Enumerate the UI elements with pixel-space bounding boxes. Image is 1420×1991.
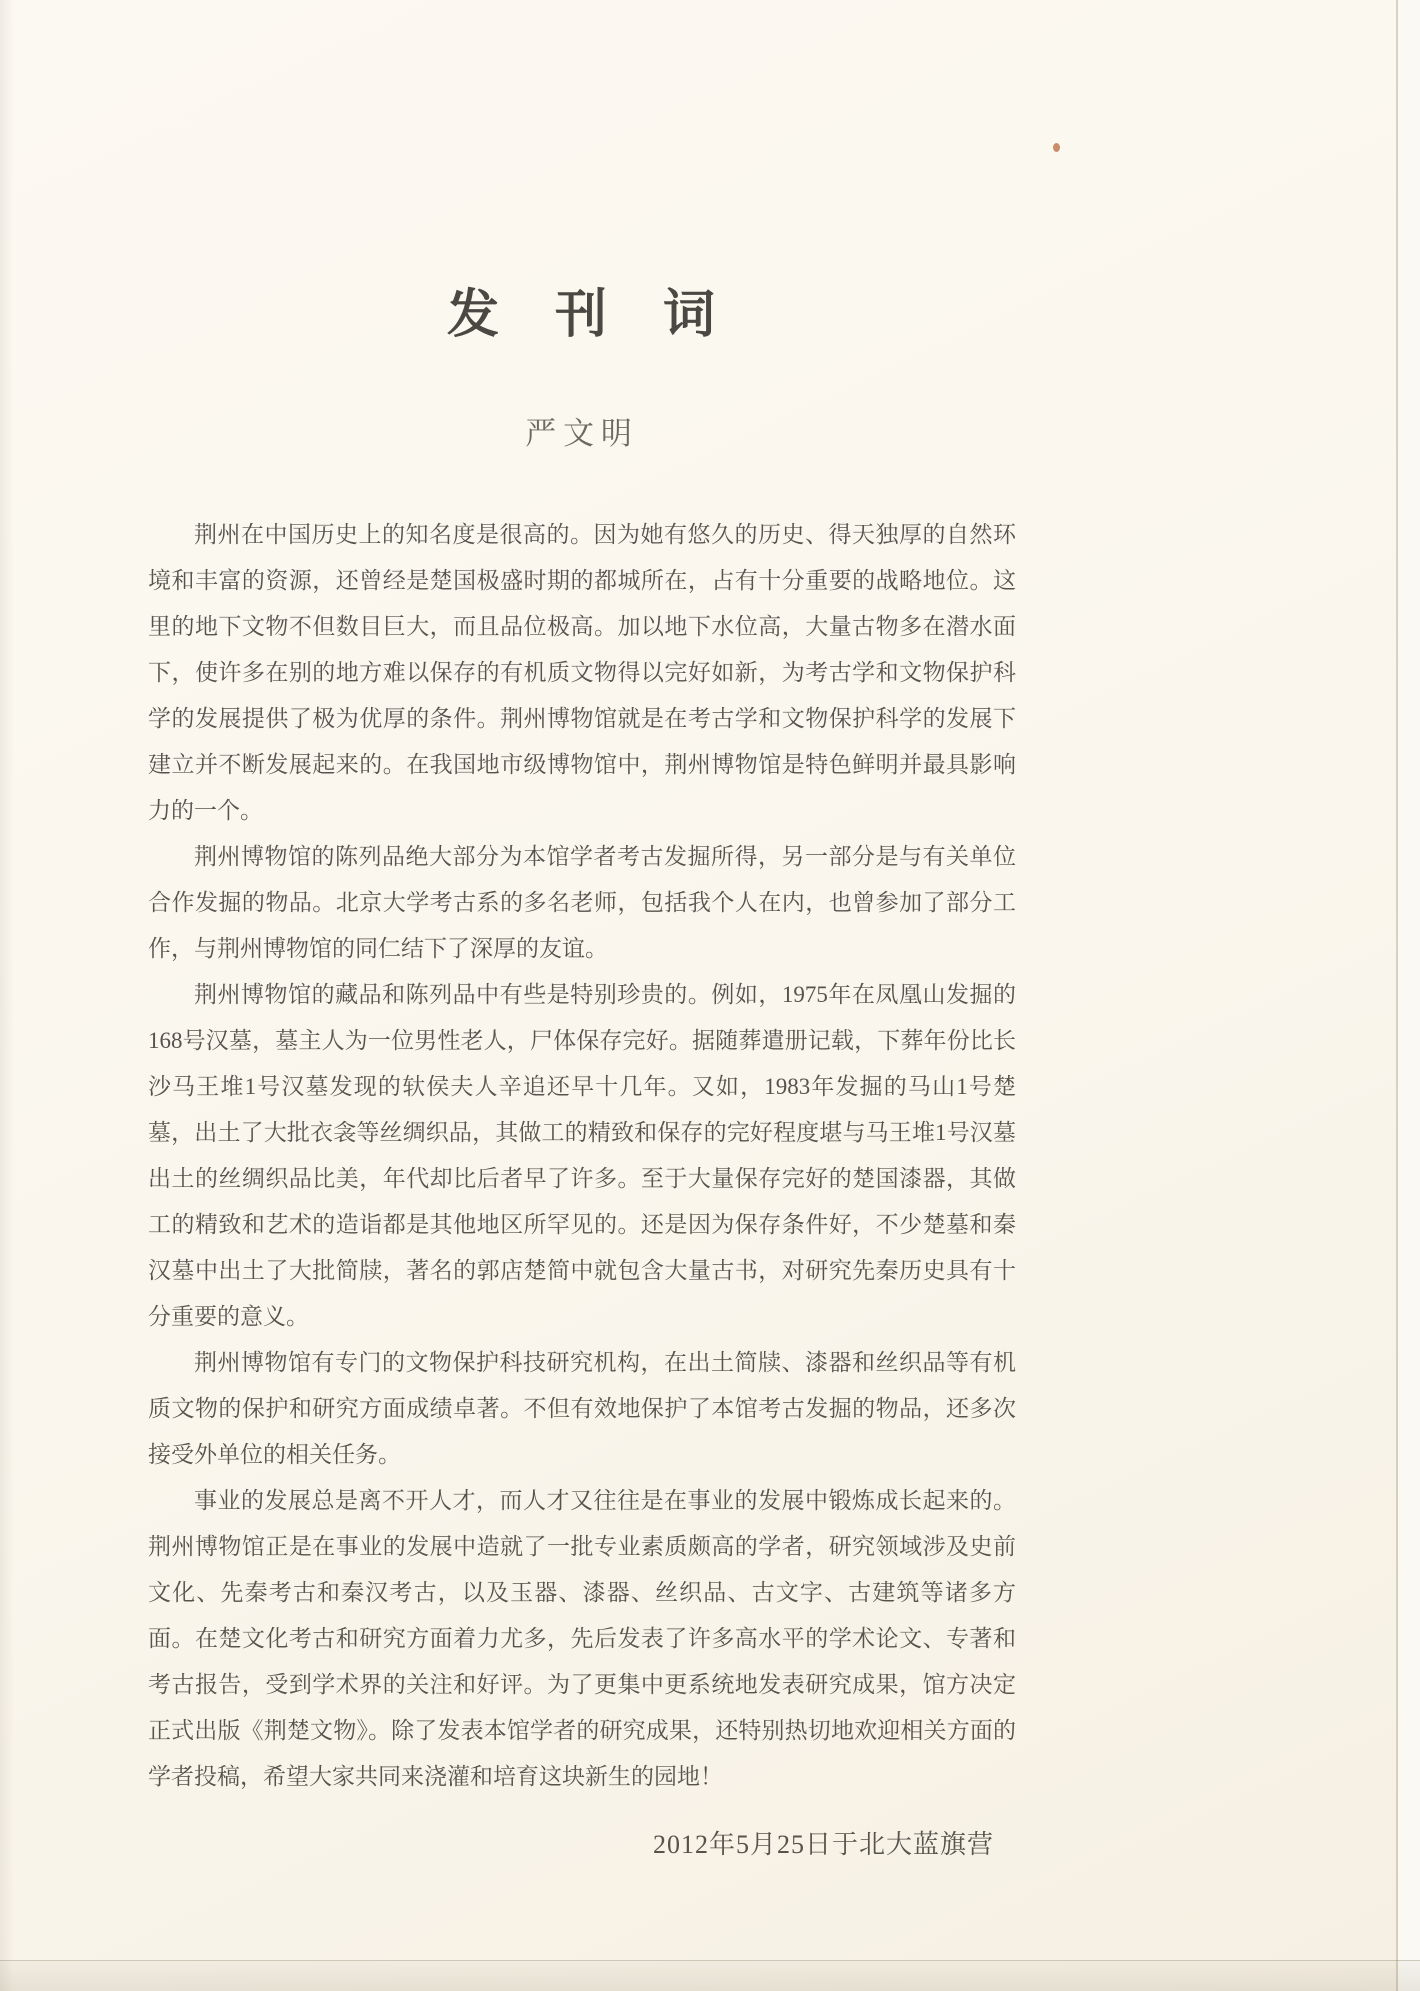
dateline: 2012年5月25日于北大蓝旗营 <box>652 1830 994 1859</box>
page-edge-left-shadow <box>0 0 14 1991</box>
paragraph-2: 荆州博物馆的陈列品绝大部分为本馆学者考古发掘所得，另一部分是与有关单位合作发掘的物品。北京大学考古系的多名老师，包括我个人在内，也曾参加了部分工作，与荆州博物馆的同仁结下了深厚的友谊。 <box>148 844 1016 961</box>
paragraph-5: 事业的发展总是离不开人才，而人才又往往是在事业的发展中锻炼成长起来的。荆州博物馆正是在事业的发展中造就了一批专业素质颇高的学者，研究领域涉及史前文化、先秦考古和秦汉考古，以及玉器、漆器、丝织品、古文字、古建筑等诸多方面。在楚文化考古和研究方面着力尤多，先后发表了许多高水平的学术论文、专著和考古报告，受到学术界的关注和好评。为了更集中更系统地发表研究成果，馆方决定正式出版《荆楚文物》。除了发表本馆学者的研究成果，还特别热切地欢迎相关方面的学者投稿，希望大家共同来浇灌和培育这块新生的园地！ <box>148 1488 1016 1789</box>
paragraph-4: 荆州博物馆有专门的文物保护科技研究机构，在出土简牍、漆器和丝织品等有机质文物的保护和研究方面成绩卓著。不但有效地保护了本馆考古发掘的物品，还多次接受外单位的相关任务。 <box>148 1350 1016 1467</box>
page-title: 发 刊 词 <box>446 287 717 344</box>
page-edge-right-strip <box>1398 0 1420 1991</box>
paragraph-3: 荆州博物馆的藏品和陈列品中有些是特别珍贵的。例如，1975年在凤凰山发掘的168号汉墓，墓主人为一位男性老人，尸体保存完好。据随葬遣册记载，下葬年份比长沙马王堆1号汉墓发现的轪侯夫人辛追还早十几年。又如，1983年发掘的马山1号楚墓，出土了大批衣衾等丝绸织品，其做工的精致和保存的完好程度堪与马王堆1号汉墓出土的丝绸织品比美，年代却比后者早了许多。至于大量保存完好的楚国漆器，其做工的精致和艺术的造诣都是其他地区所罕见的。还是因为保存条件好，不少楚墓和秦汉墓中出土了大批简牍，著名的郭店楚简中就包含大量古书，对研究先秦历史具有十分重要的意义。 <box>148 982 1016 1329</box>
paragraph-1: 荆州在中国历史上的知名度是很高的。因为她有悠久的历史、得天独厚的自然环境和丰富的资源，还曾经是楚国极盛时期的都城所在，占有十分重要的战略地位。这里的地下文物不但数目巨大，而且品位极高。加以地下水位高，大量古物多在潜水面下，使许多在别的地方难以保存的有机质文物得以完好如新，为考古学和文物保护科学的发展提供了极为优厚的条件。荆州博物馆就是在考古学和文物保护科学的发展下建立并不断发展起来的。在我国地市级博物馆中，荆州博物馆是特色鲜明并最具影响力的一个。 <box>148 522 1016 823</box>
scan-speck-artifact <box>1053 143 1060 152</box>
page-edge-right-line <box>1396 0 1398 1991</box>
article-body <box>148 512 1016 1800</box>
author-name: 严文明 <box>525 416 639 451</box>
page-edge-bottom-shadow <box>0 1960 1420 1991</box>
